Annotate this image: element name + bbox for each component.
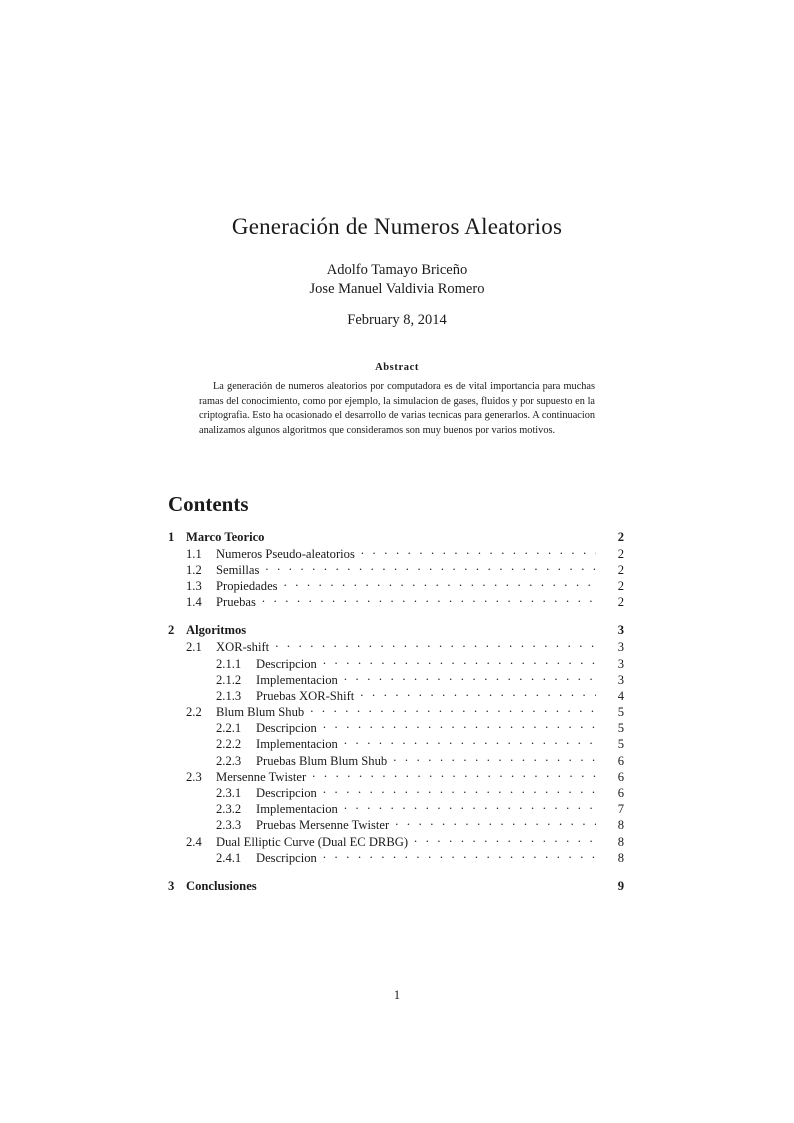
author-name: Jose Manuel Valdivia Romero <box>309 280 485 297</box>
toc-dot-leader <box>284 577 596 590</box>
toc-dot-leader <box>310 704 596 717</box>
toc-entry-title: Descripcion <box>256 850 317 865</box>
toc-entry-page: 6 <box>617 769 624 784</box>
toc-entry-number: 2.3.3 <box>216 818 242 833</box>
toc-entry-title: Descripcion <box>256 656 317 671</box>
toc-dot-leader <box>323 784 596 797</box>
abstract-heading: Abstract <box>375 362 419 373</box>
toc-entry-page: 5 <box>617 721 624 736</box>
toc-entry-number: 2.3 <box>186 769 202 784</box>
toc-entry-page: 6 <box>617 786 624 801</box>
author-list <box>0 261 794 298</box>
toc-entry-title: Implementacion <box>256 802 338 817</box>
document-date: February 8, 2014 <box>347 312 447 328</box>
toc-entry-page: 3 <box>617 672 624 687</box>
contents-heading: Contents <box>168 492 249 516</box>
toc-dot-leader <box>262 594 596 607</box>
toc-entry-number: 1.1 <box>186 546 202 561</box>
toc-entry-number: 2 <box>168 623 175 638</box>
toc-entry-title: Conclusiones <box>186 878 257 893</box>
toc-dot-leader <box>344 801 596 814</box>
toc-entry-number: 1 <box>168 529 175 544</box>
toc-entry-number: 2.2.2 <box>216 737 242 752</box>
toc-dot-leader <box>360 687 596 700</box>
toc-entry-title: Numeros Pseudo-aleatorios <box>216 546 355 561</box>
toc-entry[interactable] <box>168 752 624 768</box>
toc-dot-leader <box>395 817 596 830</box>
toc-entry-number: 2.1.2 <box>216 672 242 687</box>
toc-entry-page: 4 <box>617 688 624 703</box>
toc-entry-number: 2.1.1 <box>216 656 242 671</box>
toc-entry[interactable] <box>168 561 624 577</box>
toc-dot-leader <box>361 545 596 558</box>
toc-entry-title: Pruebas <box>216 595 256 610</box>
toc-dot-leader <box>414 833 596 846</box>
toc-entry-title: Blum Blum Shub <box>216 705 305 720</box>
toc-entry[interactable] <box>168 768 624 784</box>
toc-entry-page: 7 <box>617 802 624 817</box>
toc-entry-number: 2.2.1 <box>216 721 242 736</box>
toc-entry-page: 2 <box>617 562 624 577</box>
toc-entry[interactable] <box>168 817 624 833</box>
toc-entry-page: 2 <box>617 529 624 544</box>
author-name: Adolfo Tamayo Briceño <box>326 262 468 278</box>
toc-entry[interactable] <box>168 801 624 817</box>
toc-entry-page: 8 <box>617 850 624 865</box>
toc-entry-number: 2.4.1 <box>216 850 242 865</box>
toc-dot-leader <box>270 528 596 541</box>
toc-entry-title: Dual Elliptic Curve (Dual EC DRBG) <box>216 834 409 849</box>
toc-entry-page: 2 <box>617 578 624 593</box>
table-of-contents <box>168 528 624 894</box>
toc-entry-page: 2 <box>617 595 624 610</box>
toc-entry[interactable] <box>168 736 624 752</box>
toc-dot-leader <box>265 561 596 574</box>
toc-entry-page: 3 <box>617 656 624 671</box>
toc-entry-title: Semillas <box>216 562 260 577</box>
toc-entry-page: 5 <box>617 737 624 752</box>
toc-entry[interactable] <box>168 704 624 720</box>
toc-entry-page: 3 <box>617 623 624 638</box>
toc-dot-leader <box>344 671 596 684</box>
toc-entry-title: Propiedades <box>216 578 278 593</box>
toc-entry[interactable] <box>168 784 624 800</box>
toc-entry-number: 2.1.3 <box>216 688 242 703</box>
toc-entry[interactable] <box>168 720 624 736</box>
page-title: Generación de Numeros Aleatorios <box>231 214 563 239</box>
toc-dot-leader <box>323 655 596 668</box>
toc-entry[interactable] <box>168 849 624 865</box>
toc-entry-title: Descripcion <box>256 721 317 736</box>
toc-dot-leader <box>323 849 596 862</box>
toc-entry[interactable] <box>168 655 624 671</box>
toc-entry[interactable] <box>168 671 624 687</box>
toc-entry-title: Algoritmos <box>186 623 247 638</box>
toc-entry[interactable] <box>168 687 624 703</box>
toc-entry-title: Pruebas XOR-Shift <box>256 688 355 703</box>
toc-entry-page: 8 <box>617 834 624 849</box>
toc-entry-title: Marco Teorico <box>186 529 265 544</box>
toc-entry[interactable] <box>168 528 624 545</box>
toc-entry-title: Implementacion <box>256 737 338 752</box>
toc-entry-number: 2.4 <box>186 834 202 849</box>
toc-entry-page: 2 <box>617 546 624 561</box>
abstract-body: La generación de numeros aleatorios por computadora es de vital importancia para muchas ramas del conocimiento, como por ejemplo, la simulacion de gases, fluidos y por supuesto en la criptografia. Esto ha ocasionado el desarrollo de varias tecnicas para generarlos. A continuacion analizamos algunos algoritmos que consideramos son muy buenos por varios motivos. <box>199 381 595 436</box>
toc-entry[interactable] <box>168 833 624 849</box>
toc-entry-number: 2.2.3 <box>216 753 242 768</box>
toc-dot-leader <box>393 752 596 765</box>
toc-entry-page: 8 <box>617 818 624 833</box>
toc-entry-title: Implementacion <box>256 672 338 687</box>
toc-entry[interactable] <box>168 639 624 655</box>
toc-entry-number: 1.2 <box>186 562 202 577</box>
toc-entry-page: 3 <box>617 640 624 655</box>
toc-entry[interactable] <box>168 622 624 639</box>
toc-entry-number: 2.1 <box>186 640 202 655</box>
toc-dot-leader <box>323 720 596 733</box>
toc-entry-title: Descripcion <box>256 786 317 801</box>
toc-entry-page: 9 <box>617 878 624 893</box>
toc-entry-title: Pruebas Blum Blum Shub <box>256 753 388 768</box>
toc-entry-title: Mersenne Twister <box>216 769 307 784</box>
toc-dot-leader <box>275 639 596 652</box>
toc-dot-leader <box>312 768 596 781</box>
toc-entry-number: 1.4 <box>186 595 202 610</box>
toc-entry-title: Pruebas Mersenne Twister <box>256 818 390 833</box>
toc-entry-page: 6 <box>617 753 624 768</box>
toc-entry-number: 1.3 <box>186 578 202 593</box>
toc-entry[interactable] <box>168 594 624 610</box>
toc-dot-leader <box>252 622 596 635</box>
toc-entry-title: XOR-shift <box>216 640 270 655</box>
toc-entry-number: 3 <box>168 878 175 893</box>
toc-entry[interactable] <box>168 577 624 593</box>
toc-entry-number: 2.2 <box>186 705 202 720</box>
toc-entry[interactable] <box>168 545 624 561</box>
toc-entry-number: 2.3.1 <box>216 786 242 801</box>
toc-entry-page: 5 <box>617 705 624 720</box>
toc-entry-number: 2.3.2 <box>216 802 242 817</box>
toc-dot-leader <box>263 877 596 890</box>
toc-entry[interactable] <box>168 877 624 894</box>
toc-dot-leader <box>344 736 596 749</box>
page-number: 1 <box>393 988 401 1002</box>
abstract-section <box>199 362 595 438</box>
